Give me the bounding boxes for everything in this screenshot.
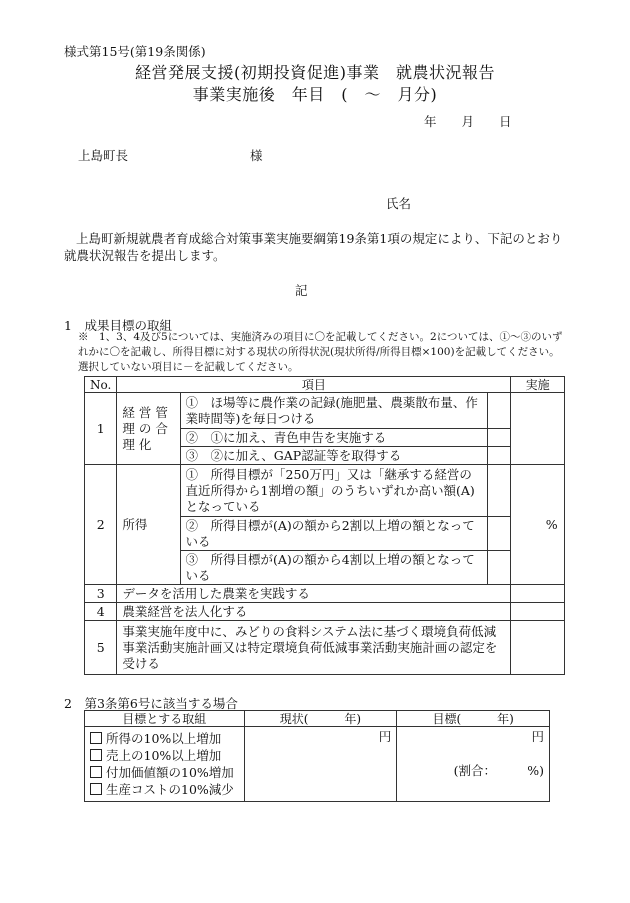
header-target: 目標とする取組 (85, 711, 245, 727)
row2-option-3-mark[interactable] (487, 551, 511, 585)
row5-done-cell[interactable] (511, 621, 565, 675)
section1-note: ※ 1、3、4及び5については、実施済みの項目に〇を記載してください。2については、①～③のいずれかに〇を記載し、所得目標に対する現状の所得状況(現状所得/所得目標×100)を記載してください。選択していない項目に－を記載してください。 (78, 331, 563, 373)
row2-option-1-mark[interactable] (487, 465, 511, 517)
checkbox-icon[interactable] (90, 783, 102, 795)
addressee: 上島町長 (78, 148, 129, 163)
document-subtitle: 事業実施後 年目 ( ～ 月分) (192, 85, 438, 104)
name-label: 氏名 (386, 196, 412, 211)
row4-done-cell[interactable] (511, 603, 565, 621)
intro-line-2: 就農状況報告を提出します。 (64, 248, 226, 263)
row5-no: 5 (85, 621, 117, 675)
checkbox-item[interactable]: 売上の10%以上増加 (90, 747, 239, 764)
honorific: 様 (250, 148, 263, 163)
row2-no: 2 (85, 465, 117, 585)
row3-done-cell[interactable] (511, 585, 565, 603)
current-value-cell[interactable] (244, 727, 397, 802)
checkbox-item[interactable]: 所得の10%以上増加 (90, 730, 239, 747)
form-number: 様式第15号(第19条関係) (64, 44, 206, 59)
row2-option-2-mark[interactable] (487, 517, 511, 551)
header-current: 現状( 年) (244, 711, 397, 727)
row1-option-2-mark[interactable] (487, 429, 511, 447)
checkbox-list (85, 727, 245, 802)
percent-sign: % (545, 516, 558, 532)
ki-marker: 記 (295, 283, 308, 298)
goals-table (84, 376, 565, 675)
checkbox-icon[interactable] (90, 766, 102, 778)
row1-option-1-mark[interactable] (487, 393, 511, 429)
row1-option-3-mark[interactable] (487, 447, 511, 465)
current-yen: 円 (378, 729, 392, 744)
row2-option-2: ② 所得目標が(A)の額から2割以上増の額となっている (180, 517, 487, 551)
row1-option-2: ② ①に加え、青色申告を実施する (180, 429, 487, 447)
intro-line-1: 上島町新規就農者育成総合対策事業実施要綱第19条第1項の規定により、下記のとおり (76, 231, 563, 246)
row1-category: 経営管理の合理化 (117, 393, 180, 465)
checkbox-icon[interactable] (90, 749, 102, 761)
header-done: 実施 (511, 377, 565, 393)
section1-heading: 1 成果目標の取組 (64, 318, 172, 333)
row2-percent[interactable] (511, 465, 565, 585)
row4-no: 4 (85, 603, 117, 621)
row1-option-1: ① ほ場等に農作業の記録(施肥量、農薬散布量、作業時間等)を毎日つける (180, 393, 487, 429)
row3-text: データを活用した農業を実践する (117, 585, 511, 603)
checkbox-item[interactable]: 生産コストの10%減少 (90, 781, 239, 798)
row2-option-3: ③ 所得目標が(A)の額から4割以上増の額となっている (180, 551, 487, 585)
header-no: No. (85, 377, 117, 393)
income-table (84, 710, 550, 802)
row2-option-1: ① 所得目標が「250万円」又は「継承する経営の直近所得から1割増の額」のうちいずれか高い額(A)となっている (180, 465, 487, 517)
document-title: 経営発展支援(初期投資促進)事業 就農状況報告 (135, 63, 495, 82)
row5-text: 事業実施年度中に、みどりの食料システム法に基づく環境負荷低減事業活動実施計画又は特定環境負荷低減事業活動実施計画の認定を受ける (117, 621, 511, 675)
row1-option-3: ③ ②に加え、GAP認証等を取得する (180, 447, 487, 465)
row1-done-cell[interactable] (511, 393, 565, 465)
row4-text: 農業経営を法人化する (117, 603, 511, 621)
header-goal: 目標( 年) (397, 711, 550, 727)
goal-yen: 円 (531, 729, 544, 744)
row1-no: 1 (85, 393, 117, 465)
row3-no: 3 (85, 585, 117, 603)
goal-value-cell[interactable] (397, 727, 550, 802)
header-item: 項目 (117, 377, 511, 393)
goal-ratio: (割合： %) (453, 763, 544, 778)
date-line: 年 月 日 (424, 114, 512, 129)
checkbox-item[interactable]: 付加価値額の10%増加 (90, 764, 239, 781)
row2-category: 所得 (117, 465, 180, 585)
section2-heading: 2 第3条第6号に該当する場合 (64, 696, 238, 711)
checkbox-icon[interactable] (90, 732, 102, 744)
